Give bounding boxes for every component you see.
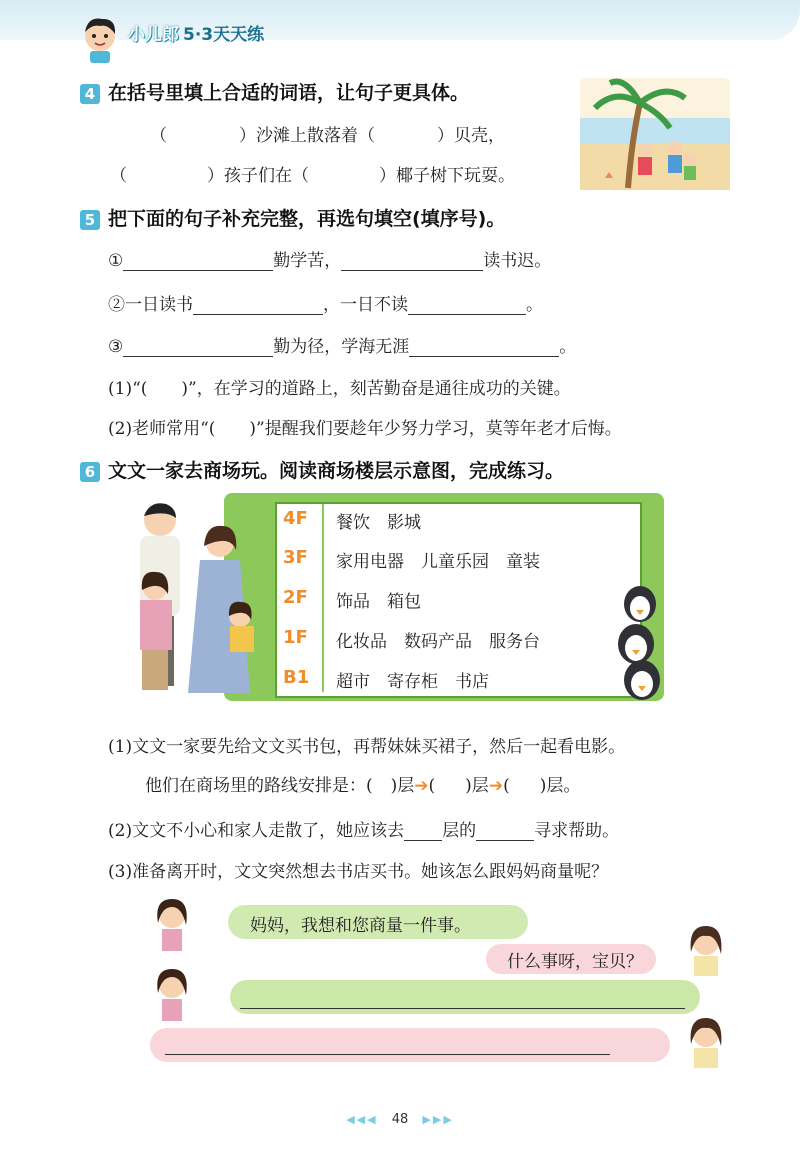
arrow-icon: ➔ <box>414 776 429 796</box>
q6-number: 6 <box>80 462 100 482</box>
q6-title: 6 文文一家去商场玩。阅读商场楼层示意图，完成练习。 <box>80 456 564 483</box>
floor-row-b1: B1 超市 寄存柜 书店 <box>283 667 489 692</box>
answer-line-girl[interactable] <box>240 986 685 1009</box>
mom-avatar-icon <box>682 918 730 976</box>
q5-title: 5 把下面的句子补充完整，再选句填空(填序号)。 <box>80 204 505 231</box>
q5-number: 5 <box>80 210 100 230</box>
answer-blank[interactable] <box>476 840 534 841</box>
q4-line1: （ ）沙滩上散落着（ ）贝壳， <box>150 126 505 146</box>
q5-sub2: (2)老师常用“( )”提醒我们要趁年少努力学习，莫等年老才后悔。 <box>108 419 622 439</box>
answer-blank[interactable] <box>341 270 483 271</box>
family-illustration <box>110 498 275 708</box>
arrow-icon: ➔ <box>488 776 504 796</box>
girl-avatar-icon <box>150 893 194 953</box>
q6-sub3: (3)准备离开时，文文突然想去书店买书。她该怎么跟妈妈商量呢？ <box>108 862 609 882</box>
answer-blank[interactable] <box>123 270 273 271</box>
q4-number: 4 <box>80 84 100 104</box>
answer-line-mom[interactable] <box>165 1032 610 1055</box>
q6-sub1-route: 他们在商场里的路线安排是：( )层➔( )层➔( )层。 <box>145 776 581 796</box>
floor-row-1f: 1F 化妆品 数码产品 服务台 <box>283 627 540 652</box>
floor-row-2f: 2F 饰品 箱包 <box>283 587 421 612</box>
answer-blank[interactable] <box>193 314 323 315</box>
brand-title: 小儿郎 5·3天天练 <box>128 25 265 45</box>
penguins-illustration <box>608 584 672 702</box>
dialog-girl: 妈妈，我想和您商量一件事。 <box>250 916 471 936</box>
q4-line2: （ ）孩子们在（ ）椰子树下玩耍。 <box>110 166 515 186</box>
dialog-mom: 什么事呀，宝贝？ <box>507 952 643 972</box>
floor-row-3f: 3F 家用电器 儿童乐园 童装 <box>283 547 540 572</box>
q5-sentence3: ③ 勤为径，学海无涯 。 <box>108 337 577 357</box>
answer-blank[interactable] <box>409 356 559 357</box>
page-footer <box>0 1112 800 1127</box>
answer-blank[interactable] <box>404 840 442 841</box>
answer-blank[interactable] <box>123 356 273 357</box>
beach-illustration <box>580 78 730 190</box>
floor-divider <box>322 504 324 692</box>
page-number: 48 <box>391 1112 409 1127</box>
q5-sentence1: ① 勤学苦， 读书迟。 <box>108 251 552 271</box>
floor-row-4f: 4F 餐饮 影城 <box>283 508 421 533</box>
answer-blank[interactable] <box>408 314 526 315</box>
q4-title: 4 在括号里填上合适的词语，让句子更具体。 <box>80 78 469 105</box>
q6-sub1-text: (1)文文一家要先给文文买书包，再帮妹妹买裙子，然后一起看电影。 <box>108 737 626 757</box>
girl-avatar-icon <box>150 963 194 1023</box>
right-arrows-icon: ▶▶▶ <box>422 1113 454 1126</box>
q6-sub2: (2)文文不小心和家人走散了，她应该去 层的 寻求帮助。 <box>108 821 620 841</box>
q5-sub1: (1)“( )”，在学习的道路上，刻苦勤奋是通往成功的关键。 <box>108 379 571 399</box>
boy-mascot-icon <box>78 14 122 64</box>
q5-sentence2: ②一日读书 ，一日不读 。 <box>108 295 543 315</box>
left-arrows-icon: ◀◀◀ <box>346 1113 378 1126</box>
mom-avatar-icon <box>682 1010 730 1068</box>
